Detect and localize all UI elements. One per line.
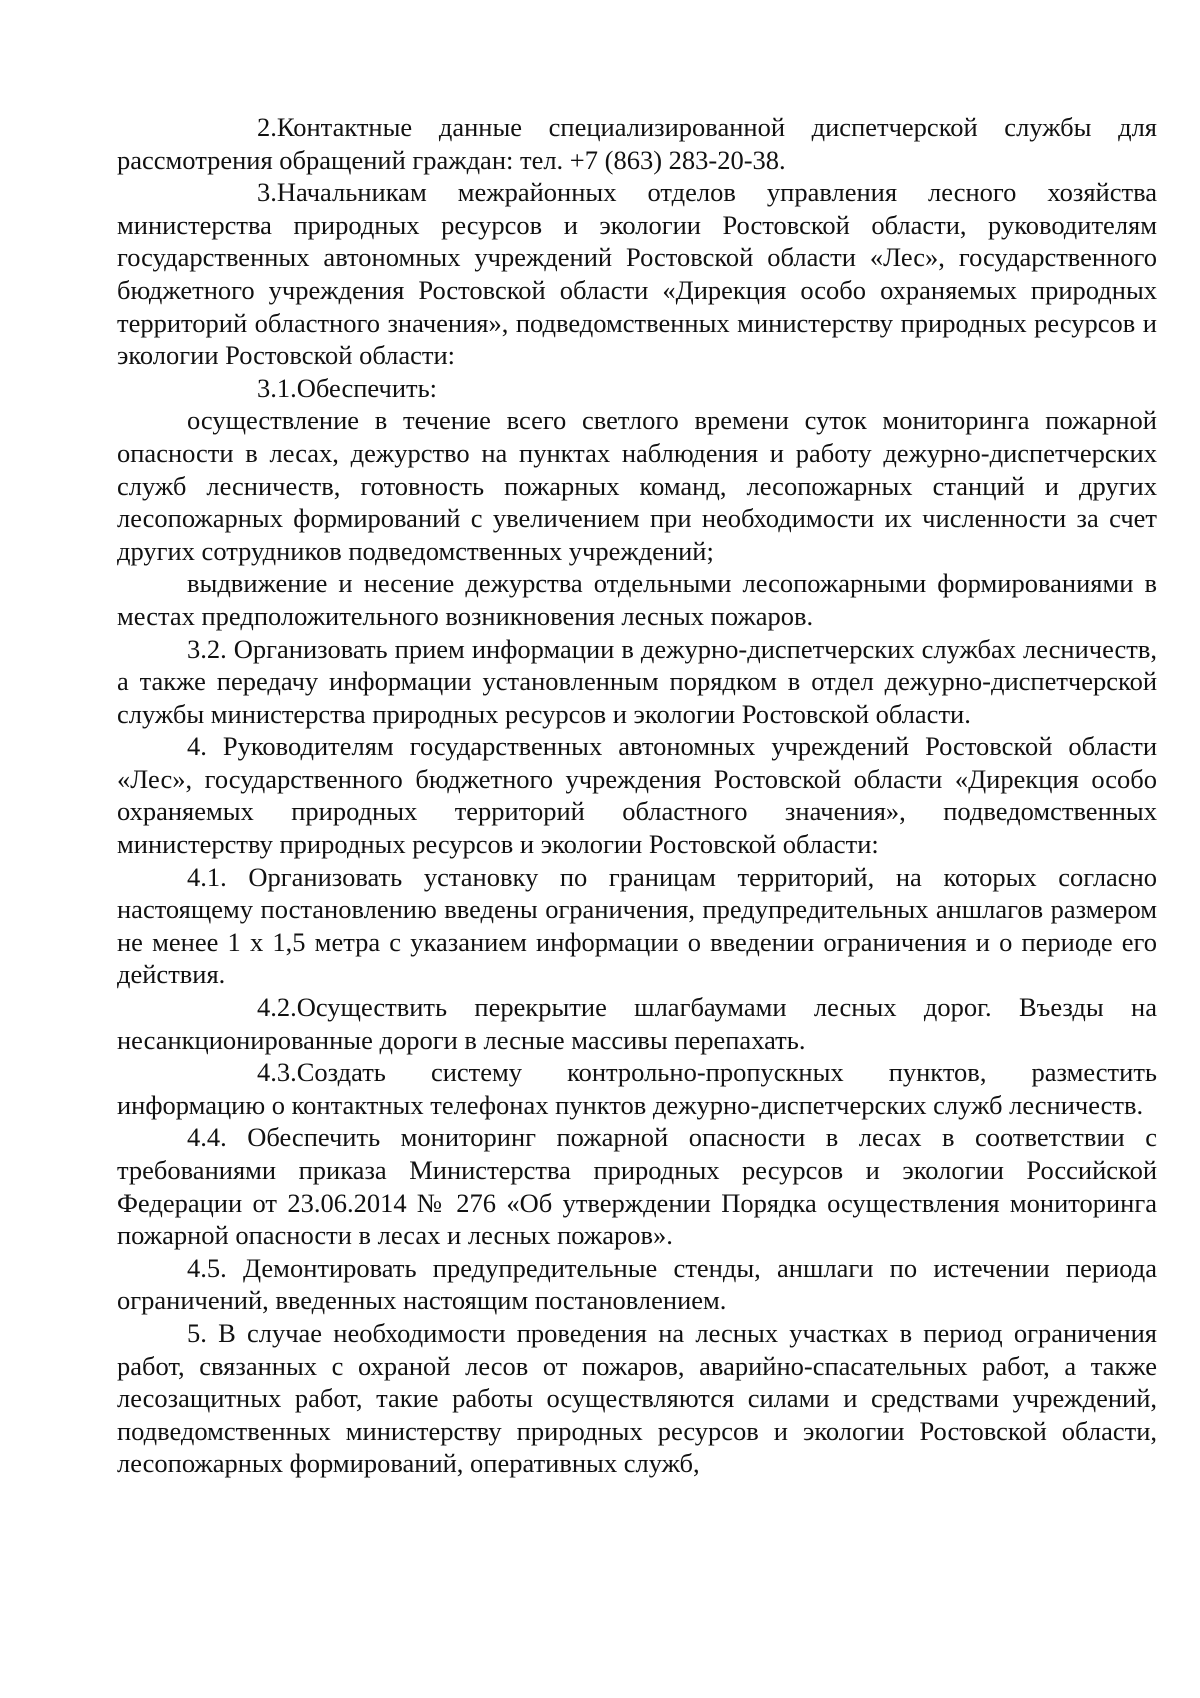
paragraph-text: 3.2. Организовать прием информации в дежурно-диспетчерских службах лесничеств, а также передачу информации установленным порядком в отдел дежурно-диспетчерской службы министерства природных ресурсов и экологии Ростовской области. <box>117 633 1157 729</box>
paragraph-text: Создать систему контрольно-пропускных пунктов, разместить информацию о контактных телефонах пунктов дежурно-диспетчерских служб лесничеств. <box>117 1057 1157 1120</box>
paragraph-text: 4. Руководителям государственных автономных учреждений Ростовской области «Лес», государственного бюджетного учреждения Ростовской области «Дирекция особо охраняемых природных территорий областного значения», подведомственных министерству природных ресурсов и экологии Ростовской области: <box>117 731 1157 860</box>
paragraph-text: 4.5. Демонтировать предупредительные стенды, аншлаги по истечении периода ограничений, введенных настоящим постановлением. <box>117 1252 1157 1316</box>
paragraph-4-2 <box>117 991 1157 1056</box>
paragraph-3-2 <box>117 633 1157 731</box>
paragraph-text: Начальникам межрайонных отделов управления лесного хозяйства министерства природных ресурсов и экологии Ростовской области, руководителям государственных автономных учреждений Ростовской области «Лес», государственного бюджетного учреждения Ростовской области «Дирекция особо охраняемых природных территорий областного значения», подведомственных министерству природных ресурсов и экологии Ростовской области: <box>117 177 1157 371</box>
paragraph-4-3 <box>117 1056 1157 1121</box>
paragraph-4-4 <box>117 1121 1157 1251</box>
paragraph-text: Обеспечить: <box>296 372 438 403</box>
paragraph-number: 3. <box>257 177 277 208</box>
document-page <box>117 111 1157 1480</box>
paragraph-4-5 <box>117 1252 1157 1317</box>
paragraph-5 <box>117 1317 1157 1480</box>
paragraph-text: 4.1. Организовать установку по границам территорий, на которых согласно настоящему постановлению введены ограничения, предупредительных аншлагов размером не менее 1 х 1,5 метра с указанием информации о введении ограничения и о периоде его действия. <box>117 861 1157 990</box>
paragraph-number: 2. <box>257 112 277 142</box>
paragraph-3-1-item-duty <box>117 567 1157 632</box>
paragraph-text: осуществление в течение всего светлого времени суток мониторинга пожарной опасности в лесах, дежурство на пунктах наблюдения и работу дежурно-диспетчерских служб лесничеств, готовность пожарных команд, лесопожарных станций и других лесопожарных формирований с увеличением при необходимости их численности за счет других сотрудников подведомственных учреждений; <box>117 405 1157 566</box>
paragraph-number: 3.1. <box>257 372 297 403</box>
paragraph-text: выдвижение и несение дежурства отдельными лесопожарными формированиями в местах предположительного возникновения лесных пожаров. <box>117 568 1157 631</box>
paragraph-number: 4.2. <box>257 992 297 1023</box>
paragraph-2 <box>117 111 1157 176</box>
paragraph-3 <box>117 176 1157 372</box>
paragraph-4-1 <box>117 861 1157 991</box>
paragraph-text: 4.4. Обеспечить мониторинг пожарной опасности в лесах в соответствии с требованиями приказа Министерства природных ресурсов и экологии Российской Федерации от 23.06.2014 № 276 «Об утверждении Порядка осуществления мониторинга пожарной опасности в лесах и лесных пожаров». <box>117 1122 1157 1251</box>
paragraph-text: Контактные данные специализированной диспетчерской службы для рассмотрения обращений граждан: тел. +7 (863) 283-20-38. <box>117 112 1157 175</box>
paragraph-4 <box>117 730 1157 860</box>
paragraph-3-1-item-monitoring <box>117 404 1157 567</box>
paragraph-text: 5. В случае необходимости проведения на лесных участках в период ограничения работ, связанных с охраной лесов от пожаров, аварийно-спасательных работ, а также лесозащитных работ, такие работы осуществляются силами и средствами учреждений, подведомственных министерству природных ресурсов и экологии Ростовской области, лесопожарных формирований, оперативных служб, <box>117 1317 1157 1479</box>
paragraph-number: 4.3. <box>257 1057 297 1088</box>
paragraph-3-1 <box>117 372 1157 405</box>
paragraph-text: Осуществить перекрытие шлагбаумами лесных дорог. Въезды на несанкционированные дороги в лесные массивы перепахать. <box>117 992 1157 1055</box>
